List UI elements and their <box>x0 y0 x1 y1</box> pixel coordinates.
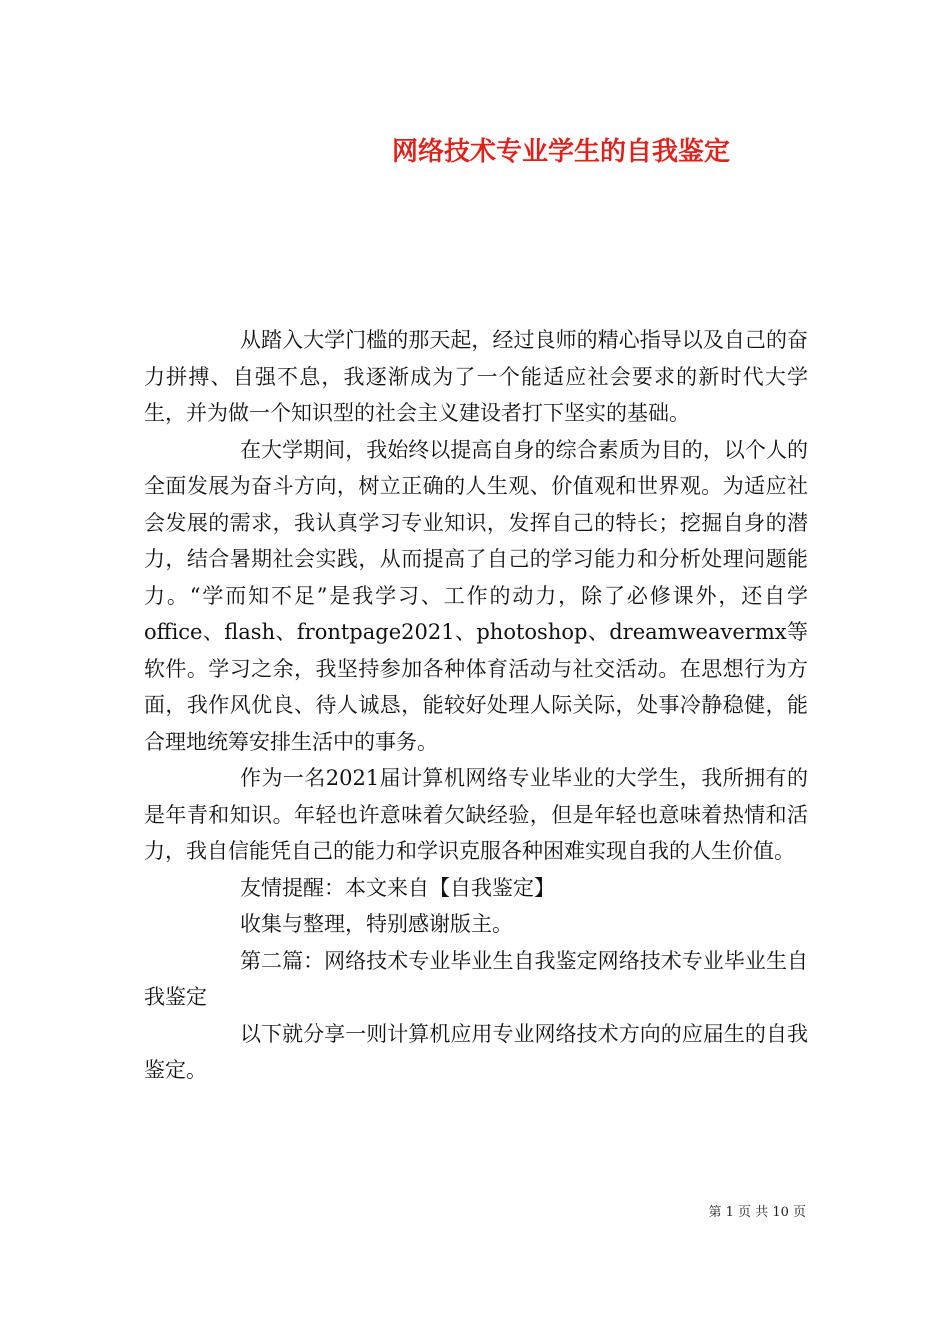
page-number-footer: 第 1 页 共 10 页 <box>708 1205 806 1220</box>
paragraph-7: 以下就分享一则计算机应用专业网络技术方向的应届生的自我鉴定。 <box>144 1021 808 1082</box>
paragraph-1: 从踏入大学门槛的那天起，经过良师的精心指导以及自己的奋力拼搏、自强不息，我逐渐成为了一个能适应社会要求的新时代大学生，并为做一个知识型的社会主义建设者打下坚实的基础。 <box>144 328 808 425</box>
paragraph-5: 收集与整理，特别感谢版主。 <box>240 912 513 936</box>
paragraph-2: 在大学期间，我始终以提高自身的综合素质为目的，以个人的全面发展为奋斗方向，树立正确的人生观、价值观和世界观。为适应社会发展的需求，我认真学习专业知识，发挥自己的特长；挖掘自身的潜力，结合暑期社会实践，从而提高了自己的学习能力和分析处理问题能力。“学而知不足”是我学习、工作的动力，除了必修课外，还自学office、flash、frontpage2021、photoshop、dreamweavermx等软件。学习之余，我坚持参加各种体育活动与社交活动。在思想行为方面，我作风优良、待人诚恳，能较好处理人际关际，处事冷静稳健，能合理地统筹安排生活中的事务。 <box>144 437 808 754</box>
paragraph-6: 第二篇：网络技术专业毕业生自我鉴定网络技术专业毕业生自我鉴定 <box>144 948 808 1009</box>
document-body <box>144 322 808 1089</box>
paragraph-4: 友情提醒：本文来自【自我鉴定】 <box>240 875 555 900</box>
document-title: 网络技术专业学生的自我鉴定 <box>392 137 731 167</box>
paragraph-3: 作为一名2021届计算机网络专业毕业的大学生，我所拥有的是年青和知识。年轻也许意味着欠缺经验，但是年轻也意味着热情和活力，我自信能凭自己的能力和学识克服各种困难实现自我的人生价值。 <box>144 766 808 863</box>
